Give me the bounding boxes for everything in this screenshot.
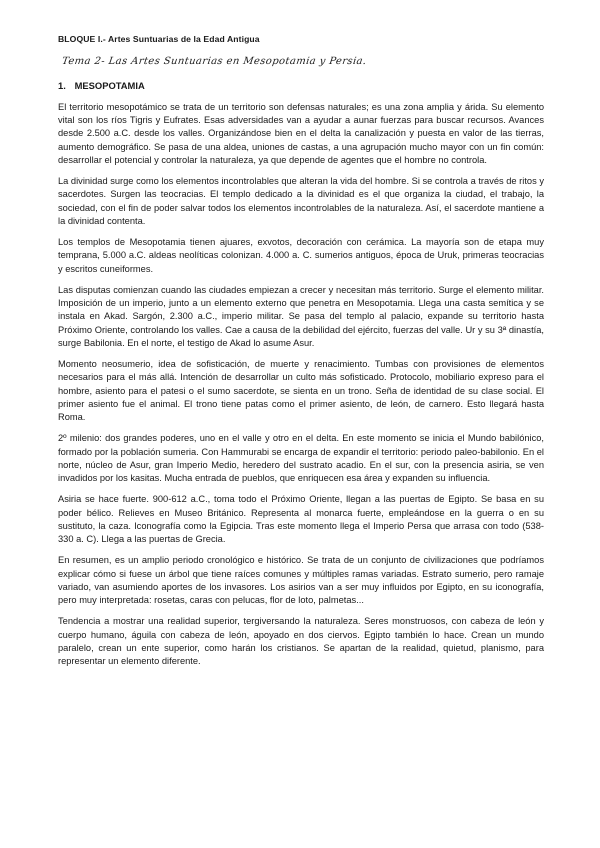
handwritten-topic-title: Tema 2- Las Artes Suntuarias en Mesopotamia y Persia. (61, 56, 368, 67)
section-heading (58, 80, 544, 91)
paragraph: En resumen, es un amplio periodo cronológico e histórico. Se trata de un conjunto de civilizaciones que podríamos explicar cómo si fuese un árbol que tiene raíces comunes y múltiples ramas variadas. Estrato sumerio, pero ramaje variado, van asumiendo aportes de los invasores. Los asirios van a ser muy influidos por Egipto, en su iconografía, pero muy interpretada: rosetas, caras con pelucas, flor de loto, palmetas... (58, 555, 544, 606)
paragraph: La divinidad surge como los elementos incontrolables que alteran la vida del hombre. Si se controla a través de ritos y sacerdotes. Surgen las teocracias. El templo dedicado a la divinidad es el que organiza la ciudad, el trabajo, la sociedad, con el fin de poder salvar todos los elementos incontrolables de la naturaleza. Así, el sacerdote mantiene a la divinidad contenta. (58, 176, 544, 226)
section-title: MESOPOTAMIA (74, 80, 145, 91)
section-number: 1. (58, 80, 66, 91)
paragraph: 2º milenio: dos grandes poderes, uno en el valle y otro en el delta. En este momento se inicia el Mundo babilónico, formado por la población sumeria. Con Hammurabi se encarga de expandir el territorio: periodo paleo-babilonio. En el norte, núcleo de Asur, gran Imperio Medio, heredero del sustrato acadio. En el sur, con la presencia asiria, se ven invadidos por los kasitas. Mucha entrada de pueblos, que enriquecen esa área y expanden su influencia. (58, 433, 544, 484)
paragraph: El territorio mesopotámico se trata de un territorio son defensas naturales; es una zona amplia y árida. Su elemento vital son los ríos Tigris y Eufrates. Esas adversidades van a ayudar a aunar fuerzas para buscar recursos. Avances desde 2.500 a.C. desde los valles. Organizándose bien en el delta la canalización y puesta en valor de las tierras, aumento demográfico. Se pasa de una aldea, uniones de castas, a una agrupación mucho mayor con un fin común: desarrollar el potencial y controlar la naturaleza, ya que depende de agentes que el hombre no controla. (58, 102, 544, 165)
paragraph: Asiria se hace fuerte. 900-612 a.C., toma todo el Próximo Oriente, llegan a las puertas de Egipto. Se basa en su poder bélico. Relieves en Museo Británico. Representa al monarca fuerte, empleándose en la guerra o en su sustituto, la caza. Iconografía como la Egipcia. Tras este momento llega el Imperio Persa que arrasa con todo (538-330 a. C). Llega a las puertas de Grecia. (58, 494, 544, 545)
paragraph: Momento neosumerio, idea de sofisticación, de muerte y renacimiento. Tumbas con provisiones de elementos necesarios para el más allá. Intención de desarrollar un culto más sofisticado. Protocolo, mobiliario expreso para el hombre, asiento para el patesi o el sumo sacerdote, se sienta en un trono. Seña de identidad de su clase social. El primer asiento fue el animal. El trono tiene patas como el primer asiento, de león, de carnero. Esto llegará hasta Roma. (58, 359, 544, 423)
paragraph: Las disputas comienzan cuando las ciudades empiezan a crecer y necesitan más territorio. Surge el elemento militar. Imposición de un imperio, junto a un elemento externo que penetra en Mesopotamia. Llega una casta semítica y se instala en Akad. Sargón, 2.300 a.C., imperio militar. Se pasa del templo al palacio, expande su territorio hasta Próximo Oriente, controlando los valles. Cae a causa de la debilidad del ejército, fuerzas del valle. Ur y su 3ª dinastía, surge Babilonia. En el norte, el testigo de Akad lo asume Asur. (58, 285, 544, 348)
block-header: BLOQUE I.- Artes Suntuarias de la Edad Antigua (58, 34, 260, 44)
paragraph: Los templos de Mesopotamia tienen ajuares, exvotos, decoración con cerámica. La mayoría son de etapa muy temprana, 5.000 a.C. aldeas neolíticas colonizan. 4.000 a. C. sumerios antiguos, época de Uruk, primeras teocracias y escritos cuneiformes. (58, 237, 544, 274)
paragraph: Tendencia a mostrar una realidad superior, tergiversando la naturaleza. Seres monstruosos, con cabeza de león y cuerpo humano, águila con cabeza de león, apoyado en dos ciervos. Egipto también lo hace. Crean un mundo paralelo, crean un ente superior, como harán los cristianos. Se apartan de la realidad, quietud, planismo, para representar un elemento diferente. (58, 616, 544, 667)
